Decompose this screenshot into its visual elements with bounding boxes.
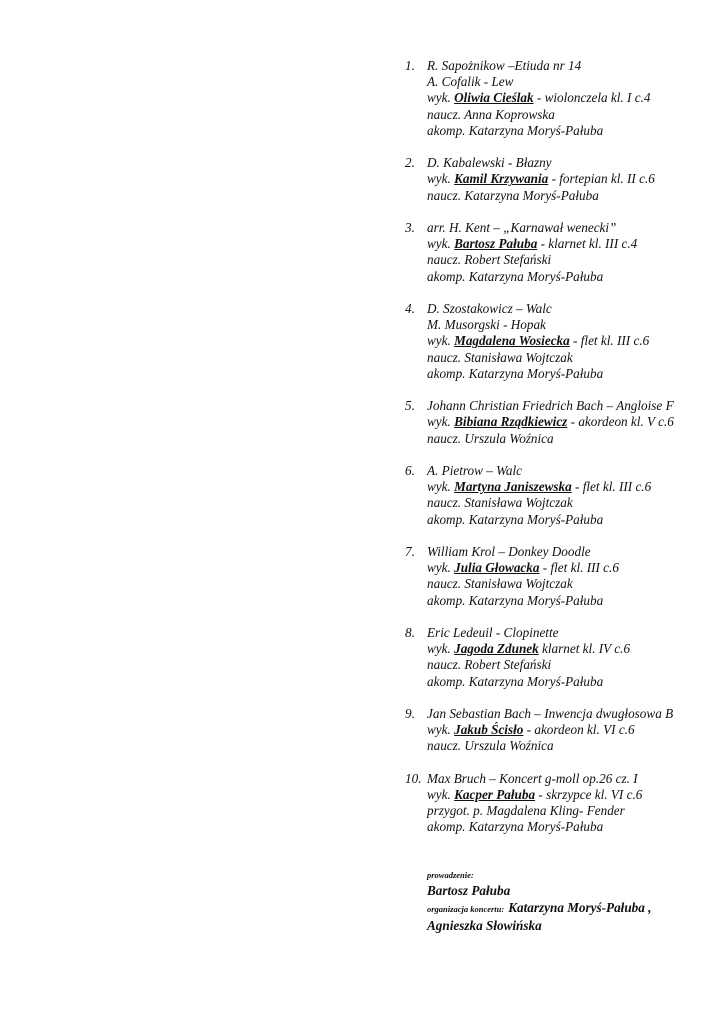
performer-details: - skrzypce kl. VI c.6 — [535, 787, 643, 802]
performer-name: Bibiana Rządkiewicz — [454, 414, 568, 430]
item-line: przygot. p. Magdalena Kling- Fender — [427, 803, 625, 819]
performer-prefix: wyk. — [427, 722, 455, 738]
host-label: prowadzenie: — [427, 870, 474, 880]
item-line: akomp. Katarzyna Moryś-Pałuba — [427, 592, 604, 608]
program-item — [405, 398, 705, 447]
performer-name: Oliwia Cieślak — [454, 90, 534, 106]
organizer-label: organizacja koncertu: — [427, 904, 505, 914]
program-item — [405, 625, 705, 690]
item-body — [427, 220, 705, 285]
item-line: akomp. Katarzyna Moryś-Pałuba — [427, 122, 604, 138]
item-line: R. Sapożnikow –Etiuda nr 14 — [427, 58, 582, 73]
performer-details: - akordeon kl. VI c.6 — [523, 722, 635, 738]
item-line: akomp. Katarzyna Moryś-Pałuba — [427, 365, 604, 381]
program-item — [405, 301, 705, 382]
performer-line — [427, 560, 705, 576]
performer-details: - flet kl. III c.6 — [569, 333, 650, 349]
performer-name: Kamil Krzywania — [454, 171, 549, 187]
program-item — [405, 771, 705, 836]
item-line: A. Cofalik - Lew — [427, 74, 514, 90]
item-line: akomp. Katarzyna Moryś-Pałuba — [427, 673, 604, 689]
item-line: naucz. Stanisława Wojtczak — [427, 349, 573, 365]
item-body — [427, 771, 705, 836]
performer-prefix: wyk. — [427, 560, 455, 576]
item-line: naucz. Katarzyna Moryś-Pałuba — [427, 187, 599, 203]
performer-line — [427, 479, 705, 495]
item-line: Eric Ledeuil - Clopinette — [427, 625, 559, 640]
performer-prefix: wyk. — [427, 171, 455, 187]
performer-line — [427, 333, 705, 349]
item-number: 7. — [405, 544, 415, 559]
performer-name: Bartosz Pałuba — [454, 236, 538, 252]
item-body — [427, 58, 705, 139]
item-line: arr. H. Kent – „Karnawał wenecki” — [427, 220, 617, 235]
item-body — [427, 398, 705, 447]
item-number: 9. — [405, 706, 415, 721]
performer-details: - flet kl. III c.6 — [539, 560, 619, 576]
performer-prefix: wyk. — [427, 641, 455, 657]
performer-name: Jakub Ścisło — [454, 722, 524, 738]
performer-details: - wiolonczela kl. I c.4 — [533, 90, 651, 106]
item-body — [427, 706, 705, 755]
performer-prefix: wyk. — [427, 236, 455, 252]
concert-program — [405, 58, 705, 852]
performer-name: Julia Głowacka — [454, 560, 540, 576]
performer-details: - klarnet kl. III c.4 — [537, 236, 638, 252]
item-line: D. Szostakowicz – Walc — [427, 301, 552, 316]
performer-prefix: wyk. — [427, 787, 455, 802]
item-line: D. Kabalewski - Błazny — [427, 155, 552, 171]
item-number: 1. — [405, 58, 415, 73]
item-number: 6. — [405, 463, 415, 478]
item-number: 10. — [405, 770, 422, 786]
performer-name: Jagoda Zdunek — [454, 641, 539, 657]
item-line: A. Pietrow – Walc — [427, 463, 522, 478]
item-number: 8. — [405, 625, 415, 640]
item-body — [427, 301, 705, 382]
performer-details: klarnet kl. IV c.6 — [538, 641, 631, 657]
performer-line — [427, 236, 705, 252]
performer-line — [427, 722, 705, 738]
performer-prefix: wyk. — [427, 479, 455, 495]
performer-name: Martyna Janiszewska — [454, 479, 572, 495]
credits — [427, 869, 707, 934]
item-line: Johann Christian Friedrich Bach – Angloise F — [427, 398, 674, 414]
item-line: naucz. Stanisława Wojtczak — [427, 495, 573, 511]
item-line: Max Bruch – Koncert g-moll op.26 cz. I — [427, 770, 638, 786]
program-item — [405, 544, 705, 609]
item-number: 5. — [405, 398, 415, 414]
item-line: naucz. Stanisława Wojtczak — [427, 576, 573, 592]
item-line: naucz. Urszula Woźnica — [427, 738, 554, 754]
organizer-names: Katarzyna Moryś-Pałuba , — [508, 900, 652, 915]
program-item — [405, 706, 705, 755]
item-line: akomp. Katarzyna Moryś-Pałuba — [427, 268, 604, 284]
item-body — [427, 463, 705, 528]
item-line: naucz. Anna Koprowska — [427, 106, 555, 122]
performer-prefix: wyk. — [427, 333, 455, 349]
performer-line — [427, 641, 705, 657]
performer-line — [427, 90, 705, 106]
item-line: Jan Sebastian Bach – Inwencja dwugłosowa B — [427, 706, 674, 721]
performer-details: - fortepian kl. II c.6 — [548, 171, 655, 187]
item-line: naucz. Robert Stefański — [427, 657, 552, 673]
item-body — [427, 155, 705, 204]
item-line: akomp. Katarzyna Moryś-Pałuba — [427, 819, 604, 835]
item-line: akomp. Katarzyna Moryś-Pałuba — [427, 511, 604, 527]
item-line: William Krol – Donkey Doodle — [427, 544, 591, 559]
performer-name: Kacper Pałuba — [454, 787, 536, 802]
item-number: 2. — [405, 155, 415, 171]
item-number: 4. — [405, 301, 415, 316]
program-item — [405, 220, 705, 285]
performer-line — [427, 171, 705, 187]
program-item — [405, 463, 705, 528]
item-body — [427, 544, 705, 609]
organizer-names-cont: Agnieszka Słowińska — [427, 918, 542, 933]
item-line: naucz. Robert Stefański — [427, 252, 552, 268]
performer-prefix: wyk. — [427, 90, 455, 106]
item-line: M. Musorgski - Hopak — [427, 317, 546, 333]
performer-details: - akordeon kl. V c.6 — [567, 414, 674, 430]
program-item — [405, 155, 705, 204]
performer-line — [427, 787, 705, 803]
performer-line — [427, 414, 705, 430]
item-number: 3. — [405, 220, 415, 235]
item-line: naucz. Urszula Woźnica — [427, 430, 554, 446]
item-body — [427, 625, 705, 690]
performer-prefix: wyk. — [427, 414, 455, 430]
host-name: Bartosz Pałuba — [427, 883, 511, 898]
performer-details: - flet kl. III c.6 — [571, 479, 652, 495]
performer-name: Magdalena Wosiecka — [454, 333, 570, 349]
program-item — [405, 58, 705, 139]
